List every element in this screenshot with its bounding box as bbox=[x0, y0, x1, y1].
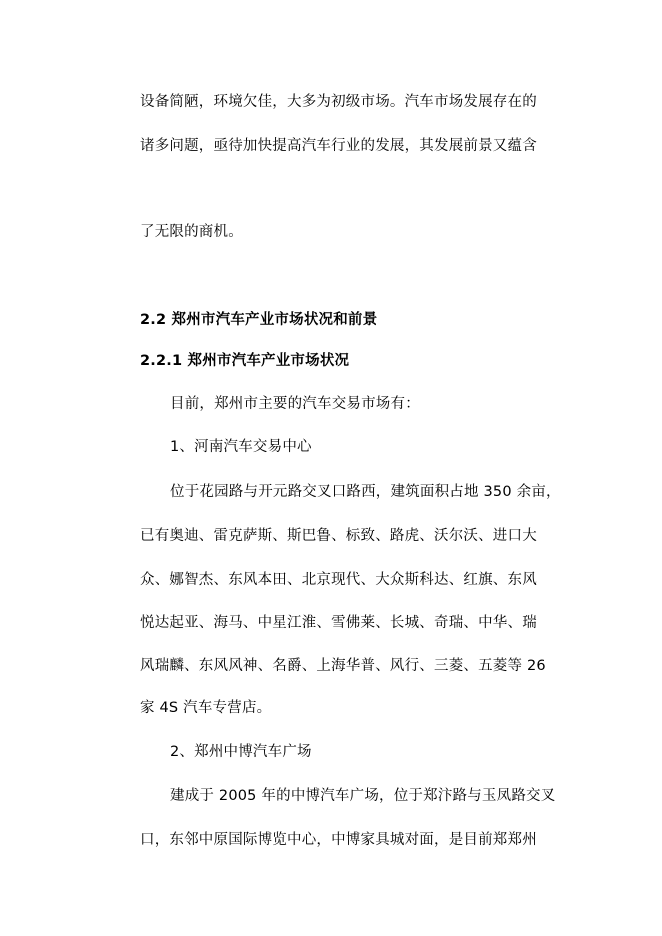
body-text-line: 诸多问题，亟待加快提高汽车行业的发展，其发展前景又蕴含 bbox=[140, 138, 537, 154]
body-text-line: 众、娜智杰、东风本田、北京现代、大众斯科达、红旗、东风 bbox=[140, 572, 537, 588]
list-item-title: 2、郑州中博汽车广场 bbox=[170, 744, 312, 760]
body-text-line: 位于花园路与开元路交叉口路西，建筑面积占地 350 余亩， bbox=[170, 484, 561, 500]
body-text-line: 风瑞麟、东风风神、名爵、上海华普、风行、三菱、五菱等 26 bbox=[140, 658, 546, 674]
section-heading: 2.2 郑州市汽车产业市场状况和前景 bbox=[140, 312, 378, 328]
list-item-title: 1、河南汽车交易中心 bbox=[170, 439, 312, 455]
body-text-line: 悦达起亚、海马、中星江淮、雪佛莱、长城、奇瑞、中华、瑞 bbox=[140, 615, 537, 631]
body-text-line: 设备简陋，环境欠佳，大多为初级市场。汽车市场发展存在的 bbox=[140, 94, 537, 110]
body-text-line: 了无限的商机。 bbox=[140, 224, 243, 240]
body-text-line: 建成于 2005 年的中博汽车广场，位于郑汴路与玉凤路交叉 bbox=[170, 788, 556, 804]
subsection-heading: 2.2.1 郑州市汽车产业市场状况 bbox=[140, 353, 350, 369]
body-text-line: 口，东邻中原国际博览中心，中博家具城对面，是目前郑郑州 bbox=[140, 832, 537, 848]
intro-text: 目前，郑州市主要的汽车交易市场有： bbox=[170, 396, 420, 412]
body-text-line: 已有奥迪、雷克萨斯、斯巴鲁、标致、路虎、沃尔沃、进口大 bbox=[140, 528, 537, 544]
body-text-line: 家 4S 汽车专营店。 bbox=[140, 700, 272, 716]
